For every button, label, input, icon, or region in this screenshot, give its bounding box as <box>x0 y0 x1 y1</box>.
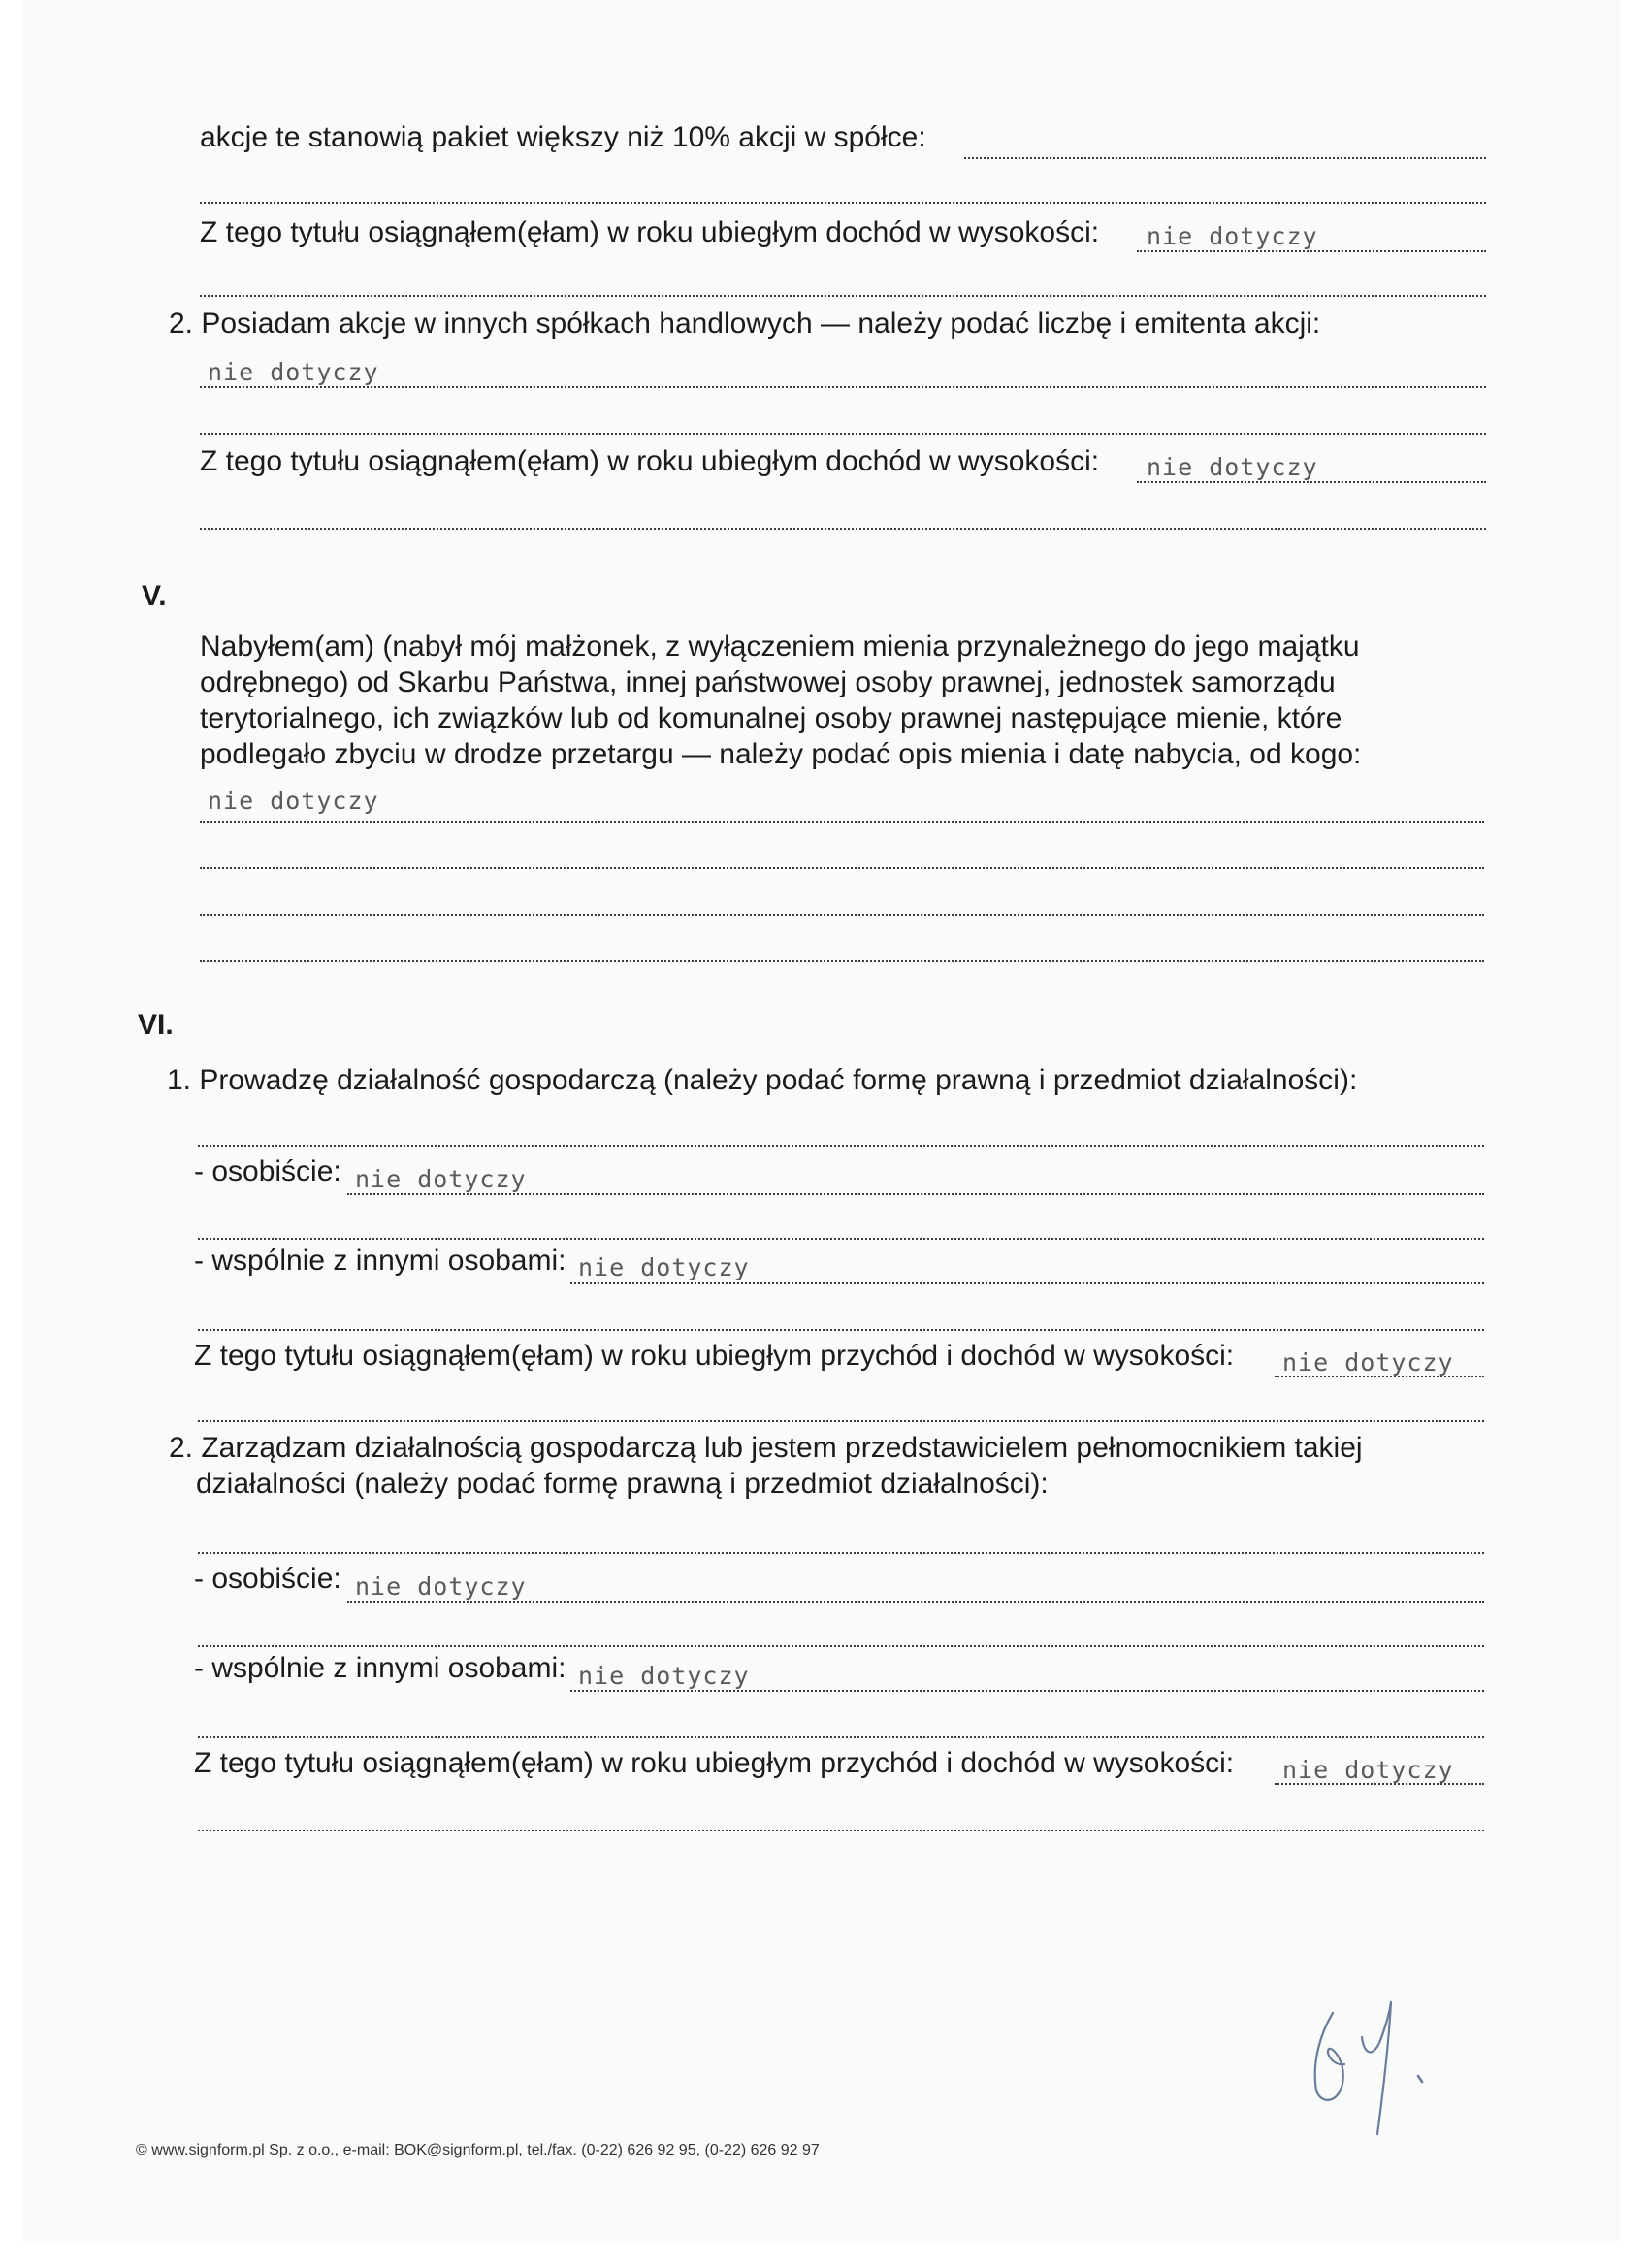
dotted-line <box>198 1830 1484 1831</box>
vi-1-personal-value: nie dotyczy <box>355 1165 527 1193</box>
income-value: nie dotyczy <box>1147 222 1318 250</box>
item-2-shares-value: nie dotyczy <box>208 358 379 386</box>
income-value: nie dotyczy <box>1147 453 1318 481</box>
income-label: Z tego tytułu osiągnąłem(ęłam) w roku ubiegłym dochód w wysokości: <box>200 445 1100 477</box>
dotted-line <box>570 1282 1484 1284</box>
dotted-line <box>198 1145 1484 1147</box>
vi-2-income-label: Z tego tytułu osiągnąłem(ęłam) w roku ubiegłym przychód i dochód w wysokości: <box>194 1747 1235 1779</box>
dotted-line <box>200 821 1484 823</box>
dotted-line <box>347 1601 1484 1603</box>
vi-2-joint-value: nie dotyczy <box>578 1662 750 1690</box>
dotted-line <box>964 157 1486 159</box>
dotted-line <box>198 1736 1484 1738</box>
dotted-line <box>200 528 1486 530</box>
dotted-line <box>198 1645 1484 1647</box>
section-v-heading: V. <box>142 580 167 612</box>
vi-2-joint-label: - wspólnie z innymi osobami: <box>194 1652 566 1684</box>
dotted-line <box>1137 481 1486 483</box>
dotted-line <box>198 1552 1484 1554</box>
dotted-line <box>1275 1783 1484 1785</box>
vi-1-personal-label: - osobiście: <box>194 1155 341 1187</box>
vi-2-personal-label: - osobiście: <box>194 1563 341 1595</box>
handwritten-signature <box>1282 1960 1486 2154</box>
vi-item-2-label: 2. Zarządzam działalnością gospodarczą lub jestem przedstawicielem pełnomocnikiem takiej działalności (należy podać formę prawną i przedmiot działalności): <box>169 1432 1363 1500</box>
dotted-line <box>347 1193 1484 1195</box>
dotted-line <box>570 1690 1484 1692</box>
dotted-line <box>200 914 1484 916</box>
dotted-line <box>200 433 1486 435</box>
dotted-line <box>200 960 1484 962</box>
vi-2-income-value: nie dotyczy <box>1282 1756 1454 1784</box>
shares-10pct-label: akcje te stanowią pakiet większy niż 10% akcji w spółce: <box>200 121 926 153</box>
vi-item-1-label: 1. Prowadzę działalność gospodarczą (należy podać formę prawną i przedmiot działalności): <box>167 1064 1358 1096</box>
dotted-line <box>198 1238 1484 1240</box>
item-2-shares-label: 2. Posiadam akcje w innych spółkach handlowych — należy podać liczbę i emitenta akcji: <box>169 308 1321 340</box>
dotted-line <box>198 1329 1484 1331</box>
income-label: Z tego tytułu osiągnąłem(ęłam) w roku ubiegłym dochód w wysokości: <box>200 216 1100 248</box>
form-page <box>21 0 1620 2241</box>
vi-2-personal-value: nie dotyczy <box>355 1572 527 1601</box>
vi-1-joint-value: nie dotyczy <box>578 1253 750 1281</box>
section-v-text: Nabyłem(am) (nabył mój małżonek, z wyłączeniem mienia przynależnego do jego majątku odrębnego) od Skarbu Państwa, innej państwowej osoby prawnej, jednostek samorządu terytorialnego, ich związków lub od komunalnej osoby prawnej następujące mienie, które podlegało zbyciu w drodze przetargu — należy podać opis mienia i datę nabycia, od kogo: <box>200 631 1362 770</box>
section-vi-heading: VI. <box>138 1009 174 1041</box>
dotted-line <box>200 867 1484 869</box>
section-v-value: nie dotyczy <box>208 787 379 815</box>
vi-1-income-value: nie dotyczy <box>1282 1348 1454 1377</box>
dotted-line <box>200 295 1486 297</box>
dotted-line <box>198 1420 1484 1422</box>
dotted-line <box>1137 250 1486 252</box>
vi-1-income-label: Z tego tytułu osiągnąłem(ęłam) w roku ubiegłym przychód i dochód w wysokości: <box>194 1340 1235 1372</box>
dotted-line <box>1275 1376 1484 1377</box>
dotted-line <box>200 386 1486 388</box>
dotted-line <box>200 202 1486 204</box>
vi-1-joint-label: - wspólnie z innymi osobami: <box>194 1245 566 1277</box>
footer-copyright: © www.signform.pl Sp. z o.o., e-mail: BOK@signform.pl, tel./fax. (0-22) 626 92 95, (0-22) 626 92 97 <box>136 2142 820 2158</box>
